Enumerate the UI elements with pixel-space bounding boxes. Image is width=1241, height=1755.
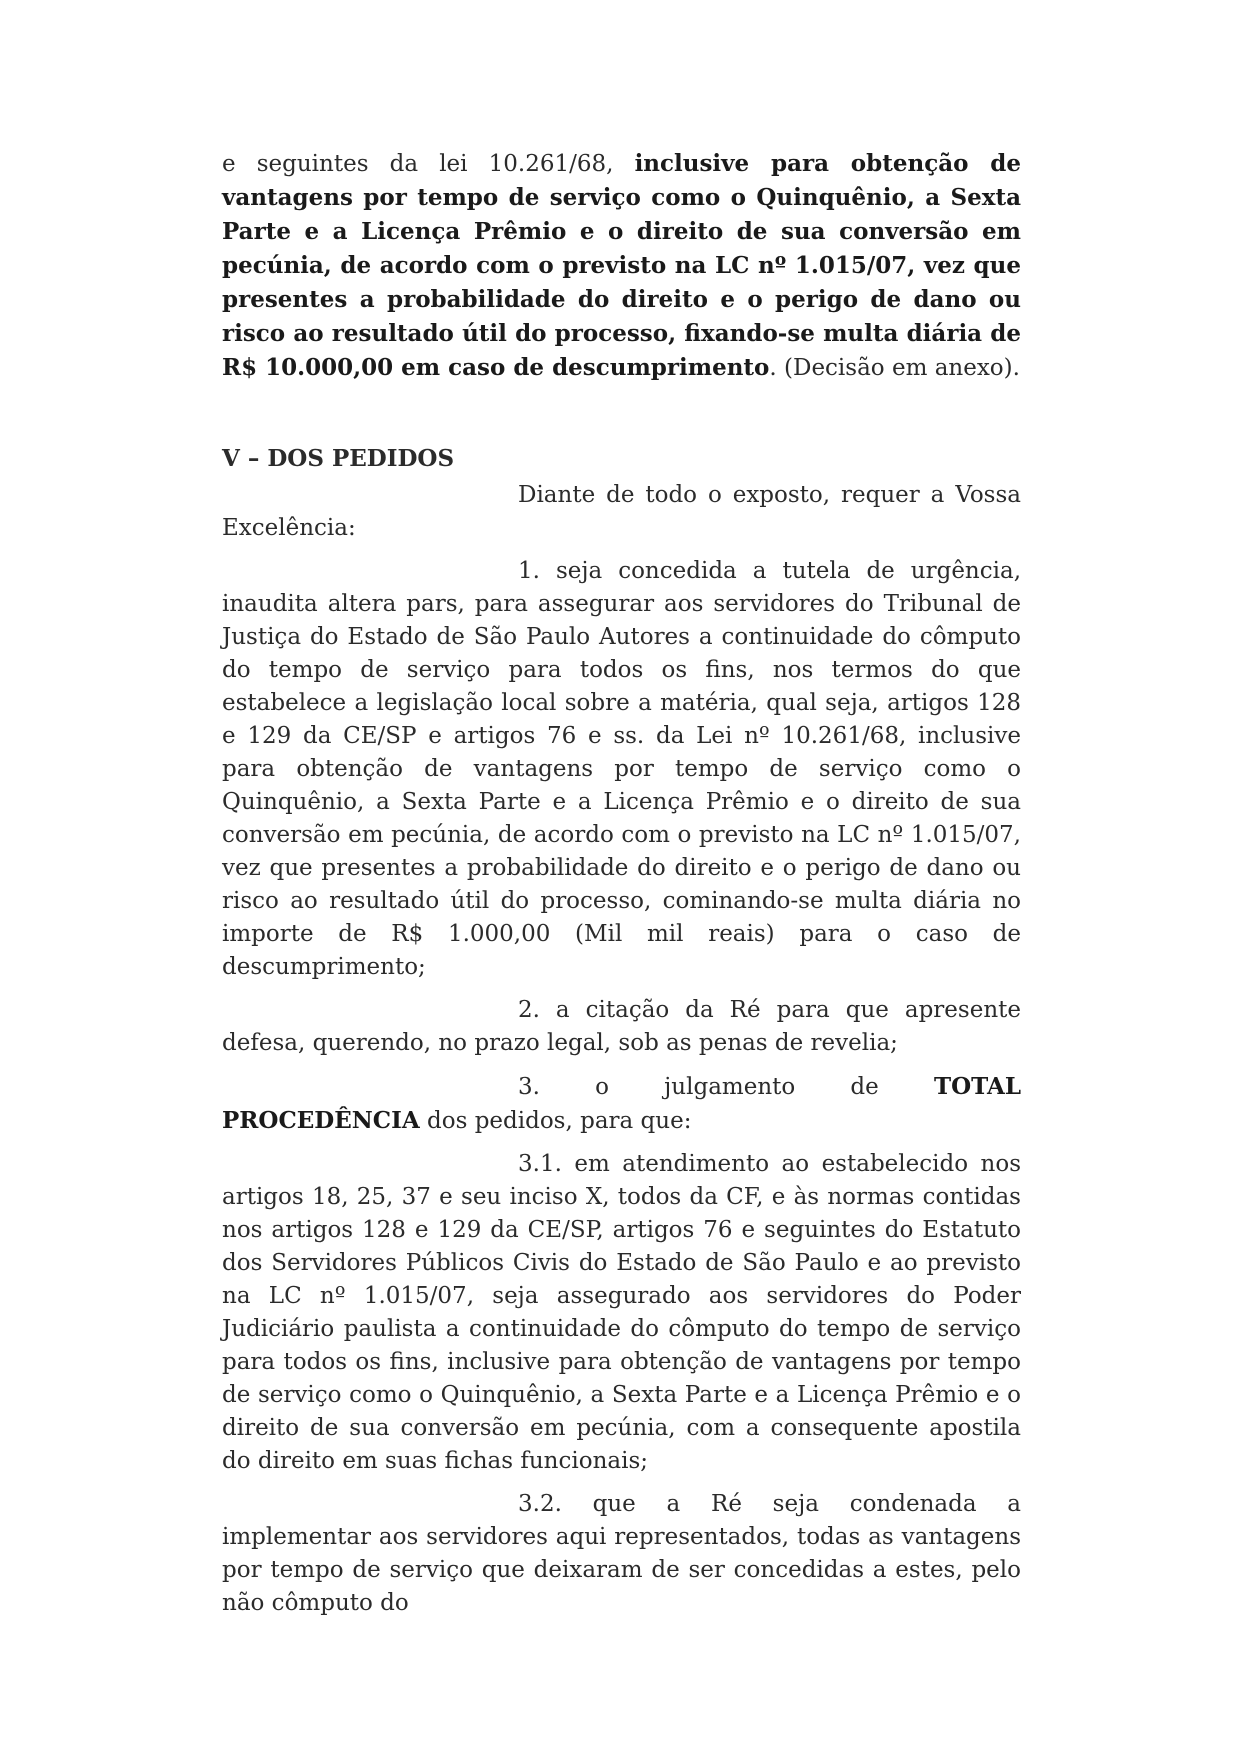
item-3-bold: TOTAL PROCEDÊNCIA	[222, 1073, 1021, 1134]
request-item-1: 1. seja concedida a tutela de urgência, inaudita altera pars, para assegurar aos servidores do Tribunal de Justiça do Estado de São Paulo Autores a continuidade do cômputo do tempo de serviço para todos os fins, nos termos do que estabelece a legislação local sobre a matéria, qual seja, artigos 128 e 129 da CE/SP e artigos 76 e ss. da Lei nº 10.261/68, inclusive para obtenção de vantagens por tempo de serviço como o Quinquênio, a Sexta Parte e a Licença Prêmio e o direito de sua conversão em pecúnia, de acordo com o previsto na LC nº 1.015/07, vez que presentes a probabilidade do direito e o perigo de dano ou risco ao resultado útil do processo, cominando-se multa diária no importe de R$ 1.000,00 (Mil mil reais) para o caso de descumprimento;	[222, 558, 1021, 980]
intro-bold-text: inclusive para obtenção de vantagens por tempo de serviço como o Quinquênio, a Sexta Parte e a Licença Prêmio e o direito de sua conversão em pecúnia, de acordo com o previsto na LC nº 1.015/07, vez que presentes a probabilidade do direito e o perigo de dano ou risco ao resultado útil do processo, fixando-se multa diária de R$ 10.000,00 em caso de descumprimento	[222, 150, 1021, 381]
requests-preamble: Diante de todo o exposto, requer a Vossa Excelência:	[222, 482, 1021, 541]
intro-paragraph	[222, 147, 1021, 385]
body-text-column	[222, 147, 1021, 1620]
intro-plain-lead: e seguintes da lei 10.261/68,	[222, 151, 635, 177]
request-item-2: 2. a citação da Ré para que apresente defesa, querendo, no prazo legal, sob as penas de revelia;	[222, 997, 1021, 1056]
item-3-tail: dos pedidos, para que:	[419, 1108, 692, 1134]
item-3-lead: 3. o julgamento de	[518, 1074, 934, 1100]
request-item-3-2: 3.2. que a Ré seja condenada a implementar aos servidores aqui representados, todas as vantagens por tempo de serviço que deixaram de ser concedidas a estes, pelo não cômputo do	[222, 1491, 1021, 1616]
intro-plain-tail: . (Decisão em anexo).	[769, 355, 1020, 381]
section-heading: V – DOS PEDIDOS	[222, 445, 455, 472]
request-item-3	[222, 1070, 1021, 1138]
request-item-3-1: 3.1. em atendimento ao estabelecido nos artigos 18, 25, 37 e seu inciso X, todos da CF, e às normas contidas nos artigos 128 e 129 da CE/SP, artigos 76 e seguintes do Estatuto dos Servidores Públicos Civis do Estado de São Paulo e ao previsto na LC nº 1.015/07, seja assegurado aos servidores do Poder Judiciário paulista a continuidade do cômputo do tempo de serviço para todos os fins, inclusive para obtenção de vantagens por tempo de serviço como o Quinquênio, a Sexta Parte e a Licença Prêmio e o direito de sua conversão em pecúnia, com a consequente apostila do direito em suas fichas funcionais;	[222, 1151, 1021, 1474]
